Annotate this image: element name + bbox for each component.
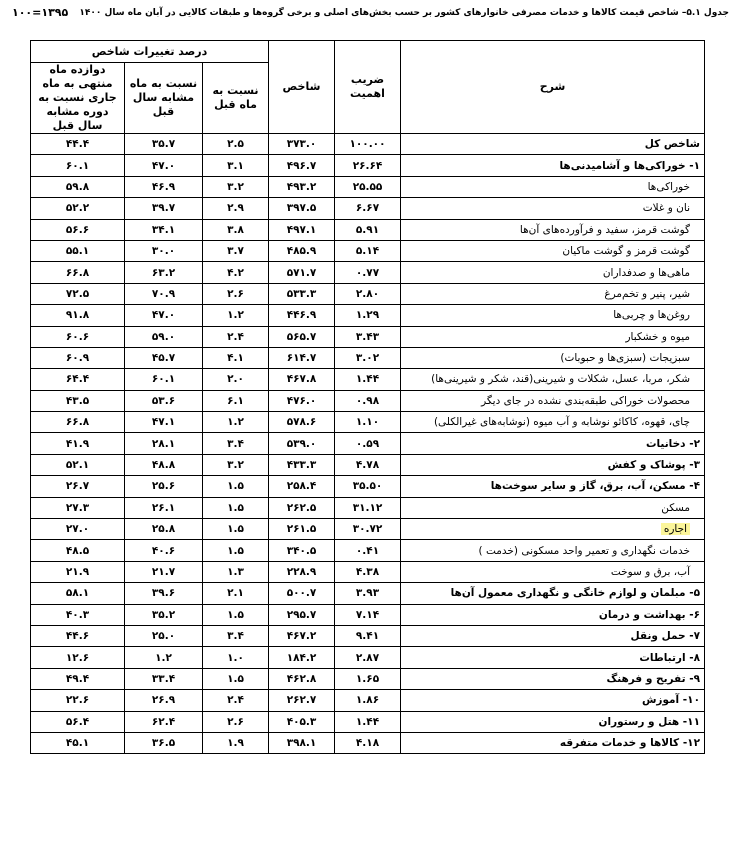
table-caption: جدول ۵.۱– شاخص قیمت کالاها و خدمات مصرفی خانوارهای کشور بر حسب بخش‌های اصلی و برخی گروه‌ها و طبقات کالایی در آبان ماه سال ۱۴۰۰ bbox=[79, 8, 729, 18]
mom-cell: ۱.۵ bbox=[203, 540, 269, 561]
index-cell: ۲۵۸.۴ bbox=[269, 476, 335, 497]
index-cell: ۵۳۹.۰ bbox=[269, 433, 335, 454]
mom-cell: ۳.۸ bbox=[203, 219, 269, 240]
table-row bbox=[31, 283, 705, 304]
twelve-month-cell: ۵۵.۱ bbox=[31, 240, 125, 261]
twelve-month-cell: ۲۷.۰ bbox=[31, 519, 125, 540]
index-cell: ۳۴۰.۵ bbox=[269, 540, 335, 561]
row-label: سبزیجات (سبزی‌ها و حبوبات) bbox=[401, 347, 705, 368]
table-row bbox=[31, 476, 705, 497]
mom-cell: ۱.۹ bbox=[203, 732, 269, 753]
twelve-month-cell: ۶۰.۹ bbox=[31, 347, 125, 368]
index-cell: ۲۶۱.۵ bbox=[269, 519, 335, 540]
yoy-cell: ۳۹.۶ bbox=[125, 583, 203, 604]
twelve-month-cell: ۲۷.۳ bbox=[31, 497, 125, 518]
yoy-cell: ۳۵.۲ bbox=[125, 604, 203, 625]
index-cell: ۱۸۴.۲ bbox=[269, 647, 335, 668]
twelve-month-cell: ۱۲.۶ bbox=[31, 647, 125, 668]
index-cell: ۵۶۵.۷ bbox=[269, 326, 335, 347]
twelve-month-cell: ۶۰.۶ bbox=[31, 326, 125, 347]
twelve-month-cell: ۶۴.۴ bbox=[31, 369, 125, 390]
index-cell: ۳۷۳.۰ bbox=[269, 134, 335, 155]
cpi-table bbox=[30, 40, 705, 754]
mom-cell: ۳.۴ bbox=[203, 433, 269, 454]
twelve-month-cell: ۴۱.۹ bbox=[31, 433, 125, 454]
mom-cell: ۱.۰ bbox=[203, 647, 269, 668]
index-cell: ۵۰۰.۷ bbox=[269, 583, 335, 604]
yoy-cell: ۶۳.۲ bbox=[125, 262, 203, 283]
yoy-cell: ۳۶.۵ bbox=[125, 732, 203, 753]
weight-cell: ۳۰.۷۲ bbox=[335, 519, 401, 540]
mom-cell: ۳.۴ bbox=[203, 625, 269, 646]
weight-cell: ۰.۹۸ bbox=[335, 390, 401, 411]
index-cell: ۳۹۷.۵ bbox=[269, 198, 335, 219]
weight-cell: ۱.۱۰ bbox=[335, 412, 401, 433]
table-row bbox=[31, 347, 705, 368]
weight-cell: ۲.۸۰ bbox=[335, 283, 401, 304]
mom-cell: ۳.۲ bbox=[203, 454, 269, 475]
index-cell: ۴۶۷.۸ bbox=[269, 369, 335, 390]
mom-cell: ۲.۶ bbox=[203, 711, 269, 732]
row-label: میوه و خشکبار bbox=[401, 326, 705, 347]
index-cell: ۲۶۲.۷ bbox=[269, 690, 335, 711]
table-row bbox=[31, 561, 705, 582]
yoy-cell: ۶۲.۴ bbox=[125, 711, 203, 732]
table-row bbox=[31, 176, 705, 197]
header-twelve-month: دوازده ماه منتهی به ماه جاری نسبت به دوره مشابه سال قبل bbox=[31, 63, 125, 134]
table-row bbox=[31, 305, 705, 326]
table-row bbox=[31, 519, 705, 540]
twelve-month-cell: ۹۱.۸ bbox=[31, 305, 125, 326]
table-row bbox=[31, 390, 705, 411]
table-row bbox=[31, 583, 705, 604]
twelve-month-cell: ۲۱.۹ bbox=[31, 561, 125, 582]
row-label: شیر، پنیر و تخم‌مرغ bbox=[401, 283, 705, 304]
yoy-cell: ۴۰.۶ bbox=[125, 540, 203, 561]
weight-cell: ۴.۷۸ bbox=[335, 454, 401, 475]
twelve-month-cell: ۵۶.۴ bbox=[31, 711, 125, 732]
row-label: روغن‌ها و چربی‌ها bbox=[401, 305, 705, 326]
twelve-month-cell: ۶۶.۸ bbox=[31, 262, 125, 283]
weight-cell: ۲.۸۷ bbox=[335, 647, 401, 668]
index-cell: ۴۷۶.۰ bbox=[269, 390, 335, 411]
index-cell: ۴۹۶.۷ bbox=[269, 155, 335, 176]
weight-cell: ۳۱.۱۲ bbox=[335, 497, 401, 518]
header-percent-change-group: درصد تغییرات شاخص bbox=[31, 41, 269, 63]
mom-cell: ۲.۹ bbox=[203, 198, 269, 219]
index-cell: ۵۷۸.۶ bbox=[269, 412, 335, 433]
weight-cell: ۹.۴۱ bbox=[335, 625, 401, 646]
weight-cell: ۳.۹۳ bbox=[335, 583, 401, 604]
weight-cell: ۱.۴۴ bbox=[335, 711, 401, 732]
weight-cell: ۲۶.۶۴ bbox=[335, 155, 401, 176]
index-cell: ۲۶۲.۵ bbox=[269, 497, 335, 518]
weight-cell: ۱.۴۴ bbox=[335, 369, 401, 390]
row-label: ۶- بهداشت و درمان bbox=[401, 604, 705, 625]
twelve-month-cell: ۴۰.۳ bbox=[31, 604, 125, 625]
table-row bbox=[31, 454, 705, 475]
table-row bbox=[31, 134, 705, 155]
row-label: شاخص کل bbox=[401, 134, 705, 155]
yoy-cell: ۴۷.۰ bbox=[125, 305, 203, 326]
weight-cell: ۳۵.۵۰ bbox=[335, 476, 401, 497]
table-row bbox=[31, 540, 705, 561]
mom-cell: ۶.۱ bbox=[203, 390, 269, 411]
weight-cell: ۴.۳۸ bbox=[335, 561, 401, 582]
table-row bbox=[31, 240, 705, 261]
highlighted-label: اجاره bbox=[661, 523, 690, 535]
row-label: شکر، مربا، عسل، شکلات و شیرینی(قند، شکر و شیرینی‌ها) bbox=[401, 369, 705, 390]
weight-cell: ۱.۶۵ bbox=[335, 668, 401, 689]
row-label: نان و غلات bbox=[401, 198, 705, 219]
header-index: شاخص bbox=[269, 41, 335, 134]
yoy-cell: ۲۵.۸ bbox=[125, 519, 203, 540]
mom-cell: ۱.۵ bbox=[203, 668, 269, 689]
yoy-cell: ۴۸.۸ bbox=[125, 454, 203, 475]
twelve-month-cell: ۶۶.۸ bbox=[31, 412, 125, 433]
yoy-cell: ۴۶.۹ bbox=[125, 176, 203, 197]
table-row bbox=[31, 497, 705, 518]
yoy-cell: ۴۵.۷ bbox=[125, 347, 203, 368]
table-row bbox=[31, 604, 705, 625]
yoy-cell: ۱.۲ bbox=[125, 647, 203, 668]
twelve-month-cell: ۲۲.۶ bbox=[31, 690, 125, 711]
yoy-cell: ۲۶.۹ bbox=[125, 690, 203, 711]
twelve-month-cell: ۵۲.۲ bbox=[31, 198, 125, 219]
yoy-cell: ۳۹.۷ bbox=[125, 198, 203, 219]
mom-cell: ۳.۷ bbox=[203, 240, 269, 261]
row-label: گوشت قرمز، سفید و فرآورده‌های آن‌ها bbox=[401, 219, 705, 240]
row-label: ۴- مسکن، آب، برق، گاز و سایر سوخت‌ها bbox=[401, 476, 705, 497]
yoy-cell: ۲۶.۱ bbox=[125, 497, 203, 518]
weight-cell: ۷.۱۴ bbox=[335, 604, 401, 625]
row-label: ۱۱- هتل و رستوران bbox=[401, 711, 705, 732]
index-cell: ۳۹۸.۱ bbox=[269, 732, 335, 753]
twelve-month-cell: ۴۳.۵ bbox=[31, 390, 125, 411]
base-year-note: ۱۰۰=۱۳۹۵ bbox=[12, 6, 69, 19]
weight-cell: ۵.۱۴ bbox=[335, 240, 401, 261]
yoy-cell: ۳۵.۷ bbox=[125, 134, 203, 155]
row-label: ۸- ارتباطات bbox=[401, 647, 705, 668]
row-label: خوراکی‌ها bbox=[401, 176, 705, 197]
twelve-month-cell: ۵۶.۶ bbox=[31, 219, 125, 240]
table-row bbox=[31, 262, 705, 283]
yoy-cell: ۷۰.۹ bbox=[125, 283, 203, 304]
caption-row bbox=[8, 4, 733, 26]
twelve-month-cell: ۶۰.۱ bbox=[31, 155, 125, 176]
table-row bbox=[31, 198, 705, 219]
yoy-cell: ۶۰.۱ bbox=[125, 369, 203, 390]
table-row bbox=[31, 369, 705, 390]
row-label: گوشت قرمز و گوشت ماکیان bbox=[401, 240, 705, 261]
row-label bbox=[401, 519, 705, 540]
table-row bbox=[31, 433, 705, 454]
index-cell: ۴۸۵.۹ bbox=[269, 240, 335, 261]
index-cell: ۴۳۳.۳ bbox=[269, 454, 335, 475]
weight-cell: ۰.۷۷ bbox=[335, 262, 401, 283]
mom-cell: ۲.۴ bbox=[203, 690, 269, 711]
yoy-cell: ۴۷.۰ bbox=[125, 155, 203, 176]
mom-cell: ۴.۱ bbox=[203, 347, 269, 368]
row-label: ۱۲- کالاها و خدمات متفرقه bbox=[401, 732, 705, 753]
weight-cell: ۴.۱۸ bbox=[335, 732, 401, 753]
mom-cell: ۲.۱ bbox=[203, 583, 269, 604]
mom-cell: ۱.۵ bbox=[203, 476, 269, 497]
mom-cell: ۱.۲ bbox=[203, 305, 269, 326]
weight-cell: ۲۵.۵۵ bbox=[335, 176, 401, 197]
row-label: ۵- مبلمان و لوازم خانگی و نگهداری معمول آن‌ها bbox=[401, 583, 705, 604]
row-label: خدمات نگهداری و تعمیر واحد مسکونی (خدمت ) bbox=[401, 540, 705, 561]
twelve-month-cell: ۴۹.۴ bbox=[31, 668, 125, 689]
index-cell: ۴۶۷.۲ bbox=[269, 625, 335, 646]
weight-cell: ۳.۰۲ bbox=[335, 347, 401, 368]
weight-cell: ۶.۶۷ bbox=[335, 198, 401, 219]
yoy-cell: ۴۷.۱ bbox=[125, 412, 203, 433]
index-cell: ۴۴۶.۹ bbox=[269, 305, 335, 326]
row-label: مسکن bbox=[401, 497, 705, 518]
twelve-month-cell: ۵۸.۱ bbox=[31, 583, 125, 604]
row-label: محصولات خوراکی طبقه‌بندی نشده در جای دیگر bbox=[401, 390, 705, 411]
yoy-cell: ۳۳.۴ bbox=[125, 668, 203, 689]
mom-cell: ۱.۳ bbox=[203, 561, 269, 582]
yoy-cell: ۲۱.۷ bbox=[125, 561, 203, 582]
table-row bbox=[31, 155, 705, 176]
table-body bbox=[31, 134, 705, 754]
weight-cell: ۱.۲۹ bbox=[335, 305, 401, 326]
weight-cell: ۱۰۰.۰۰ bbox=[335, 134, 401, 155]
index-cell: ۵۳۳.۳ bbox=[269, 283, 335, 304]
table-row bbox=[31, 647, 705, 668]
index-cell: ۴۹۷.۱ bbox=[269, 219, 335, 240]
table-row bbox=[31, 625, 705, 646]
row-label: ماهی‌ها و صدفداران bbox=[401, 262, 705, 283]
twelve-month-cell: ۴۴.۶ bbox=[31, 625, 125, 646]
twelve-month-cell: ۴۴.۴ bbox=[31, 134, 125, 155]
weight-cell: ۵.۹۱ bbox=[335, 219, 401, 240]
twelve-month-cell: ۵۹.۸ bbox=[31, 176, 125, 197]
table-row bbox=[31, 732, 705, 753]
mom-cell: ۱.۵ bbox=[203, 497, 269, 518]
yoy-cell: ۲۵.۶ bbox=[125, 476, 203, 497]
twelve-month-cell: ۲۶.۷ bbox=[31, 476, 125, 497]
mom-cell: ۲.۰ bbox=[203, 369, 269, 390]
yoy-cell: ۳۰.۰ bbox=[125, 240, 203, 261]
row-label: آب، برق و سوخت bbox=[401, 561, 705, 582]
mom-cell: ۲.۵ bbox=[203, 134, 269, 155]
index-cell: ۴۶۲.۸ bbox=[269, 668, 335, 689]
weight-cell: ۱.۸۶ bbox=[335, 690, 401, 711]
header-yoy: نسبت به ماه مشابه سال قبل bbox=[125, 63, 203, 134]
yoy-cell: ۳۴.۱ bbox=[125, 219, 203, 240]
index-cell: ۵۷۱.۷ bbox=[269, 262, 335, 283]
mom-cell: ۳.۲ bbox=[203, 176, 269, 197]
table-row bbox=[31, 412, 705, 433]
twelve-month-cell: ۵۲.۱ bbox=[31, 454, 125, 475]
table-row bbox=[31, 326, 705, 347]
yoy-cell: ۲۸.۱ bbox=[125, 433, 203, 454]
yoy-cell: ۵۳.۶ bbox=[125, 390, 203, 411]
table-row bbox=[31, 690, 705, 711]
weight-cell: ۰.۴۱ bbox=[335, 540, 401, 561]
row-label: ۹- تفریح و فرهنگ bbox=[401, 668, 705, 689]
weight-cell: ۰.۵۹ bbox=[335, 433, 401, 454]
mom-cell: ۱.۵ bbox=[203, 519, 269, 540]
row-label: ۲- دخانیات bbox=[401, 433, 705, 454]
row-label: ۳- پوشاک و کفش bbox=[401, 454, 705, 475]
row-label: چای، قهوه، کاکائو نوشابه و آب میوه (نوشابه‌های غیرالکلی) bbox=[401, 412, 705, 433]
index-cell: ۴۰۵.۳ bbox=[269, 711, 335, 732]
mom-cell: ۳.۱ bbox=[203, 155, 269, 176]
twelve-month-cell: ۴۸.۵ bbox=[31, 540, 125, 561]
row-label: ۷- حمل ونقل bbox=[401, 625, 705, 646]
index-cell: ۴۹۳.۲ bbox=[269, 176, 335, 197]
yoy-cell: ۲۵.۰ bbox=[125, 625, 203, 646]
index-cell: ۶۱۴.۷ bbox=[269, 347, 335, 368]
header-mom: نسبت به ماه قبل bbox=[203, 63, 269, 134]
twelve-month-cell: ۴۵.۱ bbox=[31, 732, 125, 753]
yoy-cell: ۵۹.۰ bbox=[125, 326, 203, 347]
table-row bbox=[31, 711, 705, 732]
mom-cell: ۴.۲ bbox=[203, 262, 269, 283]
weight-cell: ۳.۴۳ bbox=[335, 326, 401, 347]
mom-cell: ۲.۴ bbox=[203, 326, 269, 347]
row-label: ۱- خوراکی‌ها و آشامیدنی‌ها bbox=[401, 155, 705, 176]
index-cell: ۲۲۸.۹ bbox=[269, 561, 335, 582]
row-label: ۱۰- آموزش bbox=[401, 690, 705, 711]
table-row bbox=[31, 219, 705, 240]
mom-cell: ۱.۵ bbox=[203, 604, 269, 625]
index-cell: ۲۹۵.۷ bbox=[269, 604, 335, 625]
twelve-month-cell: ۷۲.۵ bbox=[31, 283, 125, 304]
header-description: شرح bbox=[401, 41, 705, 134]
mom-cell: ۲.۶ bbox=[203, 283, 269, 304]
table-row bbox=[31, 668, 705, 689]
header-weight: ضریب اهمیت bbox=[335, 41, 401, 134]
mom-cell: ۱.۲ bbox=[203, 412, 269, 433]
